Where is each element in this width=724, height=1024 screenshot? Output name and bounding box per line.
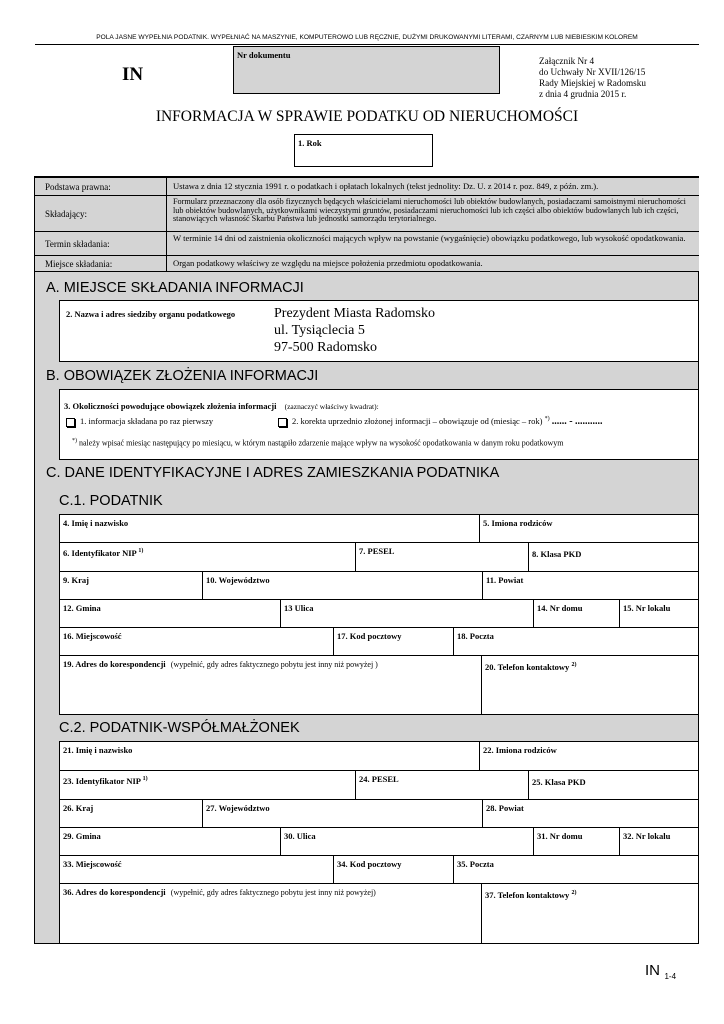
document-number-label: Nr dokumentu	[237, 50, 291, 60]
section-c2-title: C.2. PODATNIK-WSPÓŁMAŁŻONEK	[59, 720, 300, 736]
annex-note	[539, 56, 646, 100]
option-first-filing[interactable]	[66, 416, 213, 427]
annex-line: do Uchwały Nr XVII/126/15	[539, 67, 646, 77]
spouse-postcode-field[interactable]	[333, 855, 454, 884]
form-title: INFORMACJA W SPRAWIE PODATKU OD NIERUCHOMOŚCI	[155, 108, 579, 125]
footnote-sup: 2)	[571, 662, 577, 669]
field-label: 14. Nr domu	[537, 603, 583, 613]
field-label	[485, 890, 576, 900]
taxpayer-phone-field[interactable]	[481, 655, 699, 715]
taxpayer-postcode-field[interactable]	[333, 627, 454, 656]
tax-office-field	[59, 300, 699, 362]
field-label: 17. Kod pocztowy	[337, 631, 402, 641]
tax-office-line: Prezydent Miasta Radomsko	[274, 306, 435, 321]
taxpayer-street-field[interactable]	[280, 599, 534, 628]
field-label-text: 6. Identyfikator NIP	[63, 548, 137, 558]
taxpayer-commune-field[interactable]	[59, 599, 281, 628]
fill-instructions: POLA JASNE WYPEŁNIA PODATNIK. WYPEŁNIAĆ NA MASZYNIE, KOMPUTEROWO LUB RĘCZNIE, DUŻYMI DRUKOWANYMI LITERAMI, CZARNYM LUB NIEBIESKIM KOLOREM	[96, 34, 638, 41]
tax-office-line: 97-500 Radomsko	[274, 340, 378, 355]
field-label	[63, 548, 143, 558]
tax-office-label: 2. Nazwa i adres siedziby organu podatkowego	[66, 309, 236, 319]
field-label-text: 36. Adres do korespondencji	[63, 887, 166, 897]
field-label: 34. Kod pocztowy	[337, 859, 402, 869]
taxpayer-parents-field[interactable]	[479, 514, 699, 543]
field-label: 12. Gmina	[63, 603, 101, 613]
footnote-sup: 2)	[571, 890, 577, 897]
field-label-text: 23. Identyfikator NIP	[63, 776, 141, 786]
spouse-phone-field[interactable]	[481, 883, 699, 944]
field-label	[63, 887, 376, 897]
field-label: 4. Imię i nazwisko	[63, 518, 129, 528]
field-label: 24. PESEL	[359, 774, 399, 784]
field-label-text: 20. Telefon kontaktowy	[485, 662, 570, 672]
field-label: 11. Powiat	[486, 575, 524, 585]
annex-line: Rady Miejskiej w Radomsku	[539, 78, 646, 88]
spouse-house-number-field[interactable]	[533, 827, 620, 856]
taxpayer-country-field[interactable]	[59, 571, 203, 600]
field-label	[63, 659, 378, 669]
field-label: 10. Województwo	[206, 575, 270, 585]
annex-line: Załącznik Nr 4	[539, 56, 595, 66]
year-field[interactable]	[294, 134, 433, 167]
section-b-title: B. OBOWIĄZEK ZŁOŻENIA INFORMACJI	[46, 368, 319, 384]
legal-basis-row	[35, 177, 699, 195]
spouse-pesel-field[interactable]	[355, 770, 529, 800]
field-label-text: 19. Adres do korespondencji	[63, 659, 166, 669]
field-label: 35. Poczta	[457, 859, 494, 869]
spouse-pkd-field[interactable]	[528, 770, 699, 800]
deadline-label: Termin składania:	[35, 232, 167, 255]
spouse-city-field[interactable]	[59, 855, 334, 884]
first-filing-checkbox[interactable]	[66, 418, 75, 427]
field-label: 13 Ulica	[284, 603, 314, 613]
submitter-label: Składający:	[35, 196, 167, 231]
submitter-value: Formularz przeznaczony dla osób fizycznych będących właścicielami nieruchomości lub obiektów budowlanych, posiadaczami samoistnymi nieruchomości lub obiektów budowlanych, użytkownikami wieczystymi gruntów, posiadaczami nieruchomości lub ich części albo obiektów budowlanych lub ich części, stanowiących własność Skarbu Państwa lub jednostki samorządu terytorialnego.	[173, 197, 686, 224]
place-row	[35, 255, 699, 272]
page-footer	[645, 962, 676, 980]
correction-label: 2. korekta uprzednio złożonej informacji – obowiązuje od (miesiąc – rok)	[292, 416, 543, 426]
taxpayer-pesel-field[interactable]	[355, 542, 529, 572]
legal-basis-value: Ustawa z dnia 12 stycznia 1991 r. o podatkach i opłatach lokalnych (tekst jednolity: Dz. U. z 2014 r. poz. 849, z późn. zm.).	[173, 181, 599, 191]
correction-checkbox[interactable]	[278, 418, 287, 427]
spouse-name-field[interactable]	[59, 741, 480, 771]
spouse-county-field[interactable]	[482, 799, 699, 828]
year-label: 1. Rok	[298, 138, 322, 148]
footnote-mark: *)	[72, 438, 77, 444]
field-label: 29. Gmina	[63, 831, 101, 841]
field-label: 7. PESEL	[359, 546, 395, 556]
field-hint: (wypełnić, gdy adres faktycznego pobytu jest inny niż powyżej)	[170, 888, 376, 897]
form-code: IN	[122, 64, 144, 85]
correction-date-input[interactable]: ...... - ...........	[551, 416, 603, 427]
section-a-title: A. MIEJSCE SKŁADANIA INFORMACJI	[46, 280, 304, 296]
field-label: 33. Miejscowość	[63, 859, 122, 869]
obligation-label	[64, 401, 379, 411]
footnote-text: należy wpisać miesiąc następujący po miesiącu, w którym nastąpiło zdarzenie mające wpływ na wysokość opodatkowania w danym roku podatkowym	[79, 438, 564, 448]
spouse-parents-field[interactable]	[479, 741, 699, 771]
place-label: Miejsce składania:	[35, 256, 167, 271]
field-label	[485, 662, 576, 672]
field-label: 18. Poczta	[457, 631, 494, 641]
spouse-voivodeship-field[interactable]	[202, 799, 483, 828]
section-c1-title: C.1. PODATNIK	[59, 493, 163, 509]
field-label: 15. Nr lokalu	[623, 603, 671, 613]
spouse-post-office-field[interactable]	[453, 855, 699, 884]
taxpayer-flat-number-field[interactable]	[619, 599, 699, 628]
tax-office-address	[274, 305, 435, 356]
footnote-sup: 1)	[142, 776, 148, 783]
field-label: 21. Imię i nazwisko	[63, 745, 133, 755]
spouse-commune-field[interactable]	[59, 827, 281, 856]
taxpayer-post-office-field[interactable]	[453, 627, 699, 656]
field-label	[63, 776, 148, 786]
top-rule	[35, 44, 699, 45]
field-label: 31. Nr domu	[537, 831, 583, 841]
spouse-correspondence-field[interactable]	[59, 883, 482, 944]
taxpayer-voivodeship-field[interactable]	[202, 571, 483, 600]
option-correction[interactable]	[278, 416, 603, 427]
tax-office-line: ul. Tysiąclecia 5	[274, 323, 365, 338]
field-label: 5. Imiona rodziców	[483, 518, 553, 528]
first-filing-label: 1. informacja składana po raz pierwszy	[80, 416, 214, 426]
spouse-nip-field[interactable]	[59, 770, 356, 800]
field-label: 25. Klasa PKD	[532, 777, 586, 787]
legal-basis-label: Podstawa prawna:	[35, 178, 167, 195]
field-label-text: 37. Telefon kontaktowy	[485, 890, 570, 900]
place-value: Organ podatkowy właściwy ze względu na miejsce położenia przedmiotu opodatkowania.	[173, 258, 483, 268]
field-label: 27. Województwo	[206, 803, 270, 813]
section-c-title: C. DANE IDENTYFIKACYJNE I ADRES ZAMIESZKANIA PODATNIKA	[46, 465, 500, 481]
obligation-hint: (zaznaczyć właściwy kwadrat):	[284, 402, 379, 411]
taxpayer-name-field[interactable]	[59, 514, 480, 543]
spouse-street-field[interactable]	[280, 827, 534, 856]
field-hint: (wypełnić, gdy adres faktycznego pobytu jest inny niż powyżej )	[170, 660, 378, 669]
field-label: 22. Imiona rodziców	[483, 745, 557, 755]
field-label: 16. Miejscowość	[63, 631, 122, 641]
taxpayer-county-field[interactable]	[482, 571, 699, 600]
taxpayer-house-number-field[interactable]	[533, 599, 620, 628]
taxpayer-correspondence-field[interactable]	[59, 655, 482, 715]
deadline-value: W terminie 14 dni od zaistnienia okoliczności mających wpływ na powstanie (wygaśnięcie) obowiązku podatkowego, lub wysokość opodatkowania.	[173, 233, 686, 243]
footnote-sup: 1)	[138, 548, 144, 555]
field-label: 30. Ulica	[284, 831, 316, 841]
footer-page-number: 1-4	[664, 972, 677, 981]
field-label: 8. Klasa PKD	[532, 549, 582, 559]
taxpayer-city-field[interactable]	[59, 627, 334, 656]
document-number-field	[233, 46, 500, 94]
taxpayer-nip-field[interactable]	[59, 542, 356, 572]
annex-line: z dnia 4 grudnia 2015 r.	[539, 89, 627, 99]
field-label: 32. Nr lokalu	[623, 831, 671, 841]
submitter-row	[35, 195, 699, 231]
taxpayer-pkd-field[interactable]	[528, 542, 699, 572]
correction-mark: *)	[544, 416, 550, 423]
footer-form-code: IN	[645, 962, 660, 979]
deadline-row	[35, 231, 699, 255]
obligation-field	[59, 389, 699, 460]
obligation-label-text: 3. Okoliczności powodujące obowiązek złożenia informacji	[64, 401, 277, 411]
field-label: 9. Kraj	[63, 575, 89, 585]
obligation-footnote	[72, 438, 564, 448]
spouse-flat-number-field[interactable]	[619, 827, 699, 856]
field-label: 28. Powiat	[486, 803, 524, 813]
field-label: 26. Kraj	[63, 803, 94, 813]
spouse-country-field[interactable]	[59, 799, 203, 828]
